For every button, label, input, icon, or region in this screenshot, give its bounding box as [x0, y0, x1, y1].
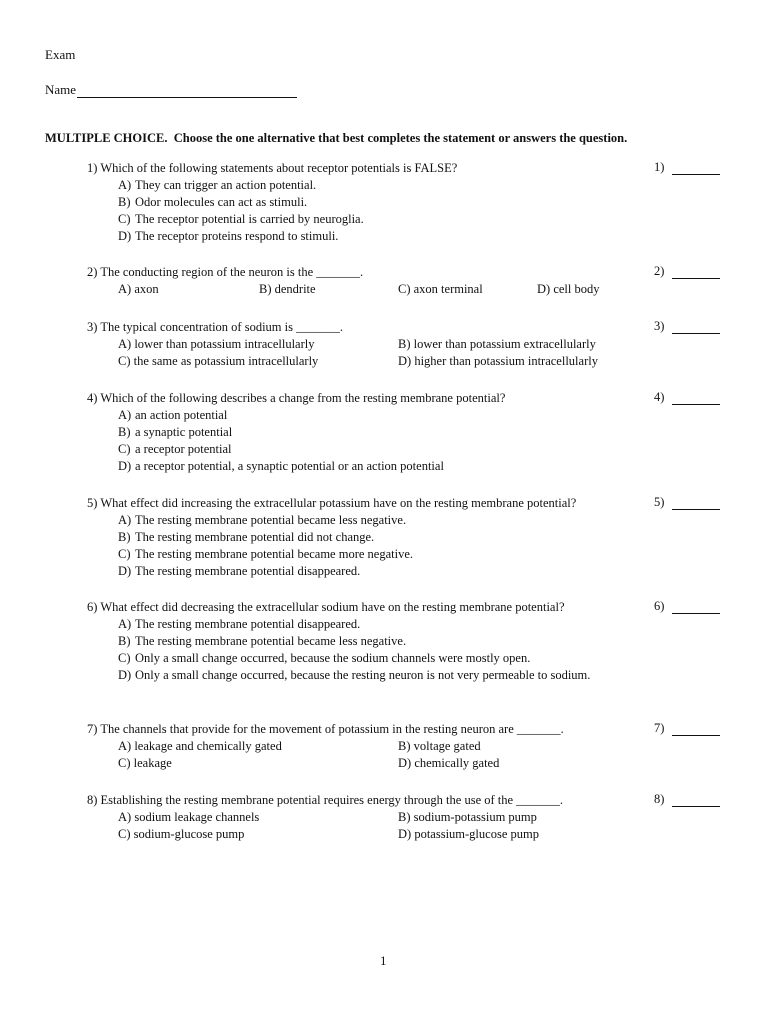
- option-a[interactable]: [118, 616, 747, 633]
- option-a[interactable]: [118, 407, 747, 424]
- option-d[interactable]: [118, 667, 747, 684]
- option-letter: D): [118, 459, 132, 473]
- option-d[interactable]: [398, 353, 658, 370]
- question-number: 5): [87, 496, 98, 510]
- question-5: [87, 495, 747, 580]
- question-6: [87, 599, 747, 684]
- answer-slot-8: [654, 792, 724, 807]
- option-letter: A): [118, 178, 132, 192]
- option-b[interactable]: [259, 281, 398, 298]
- option-c[interactable]: [118, 755, 398, 772]
- question-text: The channels that provide for the movement of potassium in the resting neuron are _______.: [100, 722, 564, 736]
- answer-number: 5): [654, 495, 665, 509]
- option-d[interactable]: [118, 458, 747, 475]
- option-text: lower than potassium extracellularly: [413, 337, 596, 351]
- option-text: axon terminal: [413, 282, 483, 296]
- option-letter: C): [118, 827, 131, 841]
- answer-slot-3: [654, 319, 724, 334]
- option-letter: D): [398, 756, 412, 770]
- question-number: 7): [87, 722, 98, 736]
- option-b[interactable]: [118, 424, 747, 441]
- option-b[interactable]: [118, 529, 747, 546]
- option-letter: C): [398, 282, 411, 296]
- question-3: [87, 319, 747, 370]
- exam-title: Exam: [45, 47, 76, 62]
- option-text: The receptor proteins respond to stimuli.: [135, 229, 339, 243]
- option-text: The resting membrane potential disappeared.: [135, 564, 361, 578]
- name-label: Name: [45, 82, 77, 97]
- option-letter: B): [118, 195, 131, 209]
- option-letter: D): [398, 827, 412, 841]
- option-text: The receptor potential is carried by neuroglia.: [135, 212, 364, 226]
- question-number: 1): [87, 161, 98, 175]
- option-letter: B): [118, 530, 131, 544]
- option-text: The resting membrane potential became more negative.: [135, 547, 414, 561]
- answer-slot-4: [654, 390, 724, 405]
- option-letter: A): [118, 408, 132, 422]
- question-number: 6): [87, 600, 98, 614]
- instructions-text: Choose the one alternative that best completes the statement or answers the question.: [173, 131, 628, 145]
- option-letter: B): [398, 337, 411, 351]
- option-letter: D): [118, 668, 132, 682]
- option-letter: B): [259, 282, 272, 296]
- option-a[interactable]: [118, 281, 259, 298]
- option-text: potassium-glucose pump: [414, 827, 539, 841]
- option-text: lower than potassium intracellularly: [134, 337, 315, 351]
- option-text: the same as potassium intracellularly: [133, 354, 319, 368]
- option-text: voltage gated: [413, 739, 481, 753]
- answer-slot-2: [654, 264, 724, 279]
- option-d[interactable]: [118, 563, 747, 580]
- question-text: What effect did increasing the extracellular potassium have on the resting membrane potential?: [100, 496, 577, 510]
- answer-blank[interactable]: [672, 723, 720, 736]
- question-text: The typical concentration of sodium is _______.: [100, 320, 343, 334]
- option-text: axon: [134, 282, 159, 296]
- option-text: dendrite: [274, 282, 316, 296]
- option-text: Only a small change occurred, because the sodium channels were mostly open.: [135, 651, 531, 665]
- option-letter: D): [398, 354, 412, 368]
- question-text: Which of the following describes a change from the resting membrane potential?: [100, 391, 506, 405]
- page-number: 1: [380, 953, 387, 968]
- option-letter: C): [118, 547, 131, 561]
- option-text: leakage: [133, 756, 172, 770]
- answer-number: 3): [654, 319, 665, 333]
- question-number: 8): [87, 793, 98, 807]
- answer-blank[interactable]: [672, 392, 720, 405]
- answer-number: 8): [654, 792, 665, 806]
- answer-slot-7: [654, 721, 724, 736]
- option-letter: C): [118, 354, 131, 368]
- option-letter: D): [537, 282, 551, 296]
- option-b[interactable]: [398, 336, 658, 353]
- question-text: What effect did decreasing the extracellular sodium have on the resting membrane potential?: [100, 600, 565, 614]
- option-d[interactable]: [398, 755, 658, 772]
- option-b[interactable]: [118, 194, 747, 211]
- answer-blank[interactable]: [672, 321, 720, 334]
- option-text: leakage and chemically gated: [134, 739, 282, 753]
- answer-blank[interactable]: [672, 266, 720, 279]
- option-text: The resting membrane potential became less negative.: [135, 513, 407, 527]
- answer-blank[interactable]: [672, 497, 720, 510]
- option-a[interactable]: [118, 512, 747, 529]
- option-letter: A): [118, 282, 132, 296]
- option-text: sodium leakage channels: [134, 810, 260, 824]
- instructions: [45, 131, 627, 146]
- option-letter: B): [398, 810, 411, 824]
- option-c[interactable]: [118, 353, 398, 370]
- question-text: Establishing the resting membrane potential requires energy through the use of the _______.: [100, 793, 564, 807]
- option-letter: C): [118, 756, 131, 770]
- option-letter: D): [118, 229, 132, 243]
- option-letter: B): [398, 739, 411, 753]
- option-text: chemically gated: [414, 756, 500, 770]
- option-letter: C): [118, 442, 131, 456]
- question-number: 3): [87, 320, 98, 334]
- name-blank-line[interactable]: [77, 85, 297, 98]
- answer-number: 7): [654, 721, 665, 735]
- question-2: [87, 264, 747, 298]
- name-field-row: [45, 82, 297, 98]
- option-text: The resting membrane potential became less negative.: [135, 634, 407, 648]
- answer-blank[interactable]: [672, 601, 720, 614]
- question-text: The conducting region of the neuron is the _______.: [100, 265, 364, 279]
- option-letter: A): [118, 617, 132, 631]
- option-b[interactable]: [398, 809, 658, 826]
- answer-number: 1): [654, 160, 665, 174]
- option-text: an action potential: [135, 408, 228, 422]
- option-text: The resting membrane potential did not change.: [135, 530, 375, 544]
- option-letter: A): [118, 513, 132, 527]
- option-letter: B): [118, 425, 131, 439]
- option-c[interactable]: [118, 546, 747, 563]
- answer-blank[interactable]: [672, 162, 720, 175]
- question-7: [87, 721, 747, 772]
- option-text: a receptor potential, a synaptic potential or an action potential: [135, 459, 444, 473]
- option-d[interactable]: [537, 281, 657, 298]
- answer-slot-1: [654, 160, 724, 175]
- option-b[interactable]: [118, 633, 747, 650]
- option-c[interactable]: [118, 650, 747, 667]
- question-number: 4): [87, 391, 98, 405]
- option-text: Odor molecules can act as stimuli.: [135, 195, 308, 209]
- option-text: cell body: [553, 282, 600, 296]
- answer-slot-6: [654, 599, 724, 614]
- option-text: sodium-potassium pump: [413, 810, 537, 824]
- option-letter: C): [118, 212, 131, 226]
- option-text: They can trigger an action potential.: [135, 178, 317, 192]
- option-letter: A): [118, 337, 132, 351]
- option-a[interactable]: [118, 336, 398, 353]
- option-text: sodium-glucose pump: [133, 827, 245, 841]
- option-a[interactable]: [118, 177, 747, 194]
- answer-number: 4): [654, 390, 665, 404]
- option-letter: A): [118, 810, 132, 824]
- option-letter: C): [118, 651, 131, 665]
- option-text: a synaptic potential: [135, 425, 233, 439]
- option-a[interactable]: [118, 738, 398, 755]
- option-text: a receptor potential: [135, 442, 232, 456]
- answer-slot-5: [654, 495, 724, 510]
- option-a[interactable]: [118, 809, 398, 826]
- option-d[interactable]: [398, 826, 658, 843]
- question-4: [87, 390, 747, 475]
- instructions-heading: MULTIPLE CHOICE.: [45, 131, 168, 145]
- option-c[interactable]: [118, 826, 398, 843]
- option-text: Only a small change occurred, because the resting neuron is not very permeable to sodium.: [135, 668, 591, 682]
- option-c[interactable]: [398, 281, 537, 298]
- option-text: higher than potassium intracellularly: [414, 354, 598, 368]
- option-letter: D): [118, 564, 132, 578]
- option-c[interactable]: [118, 211, 747, 228]
- option-d[interactable]: [118, 228, 747, 245]
- question-8: [87, 792, 747, 843]
- answer-blank[interactable]: [672, 794, 720, 807]
- option-c[interactable]: [118, 441, 747, 458]
- question-text: Which of the following statements about receptor potentials is FALSE?: [100, 161, 458, 175]
- option-letter: B): [118, 634, 131, 648]
- answer-number: 6): [654, 599, 665, 613]
- question-1: [87, 160, 747, 245]
- option-letter: A): [118, 739, 132, 753]
- option-b[interactable]: [398, 738, 658, 755]
- answer-number: 2): [654, 264, 665, 278]
- option-text: The resting membrane potential disappeared.: [135, 617, 361, 631]
- question-number: 2): [87, 265, 98, 279]
